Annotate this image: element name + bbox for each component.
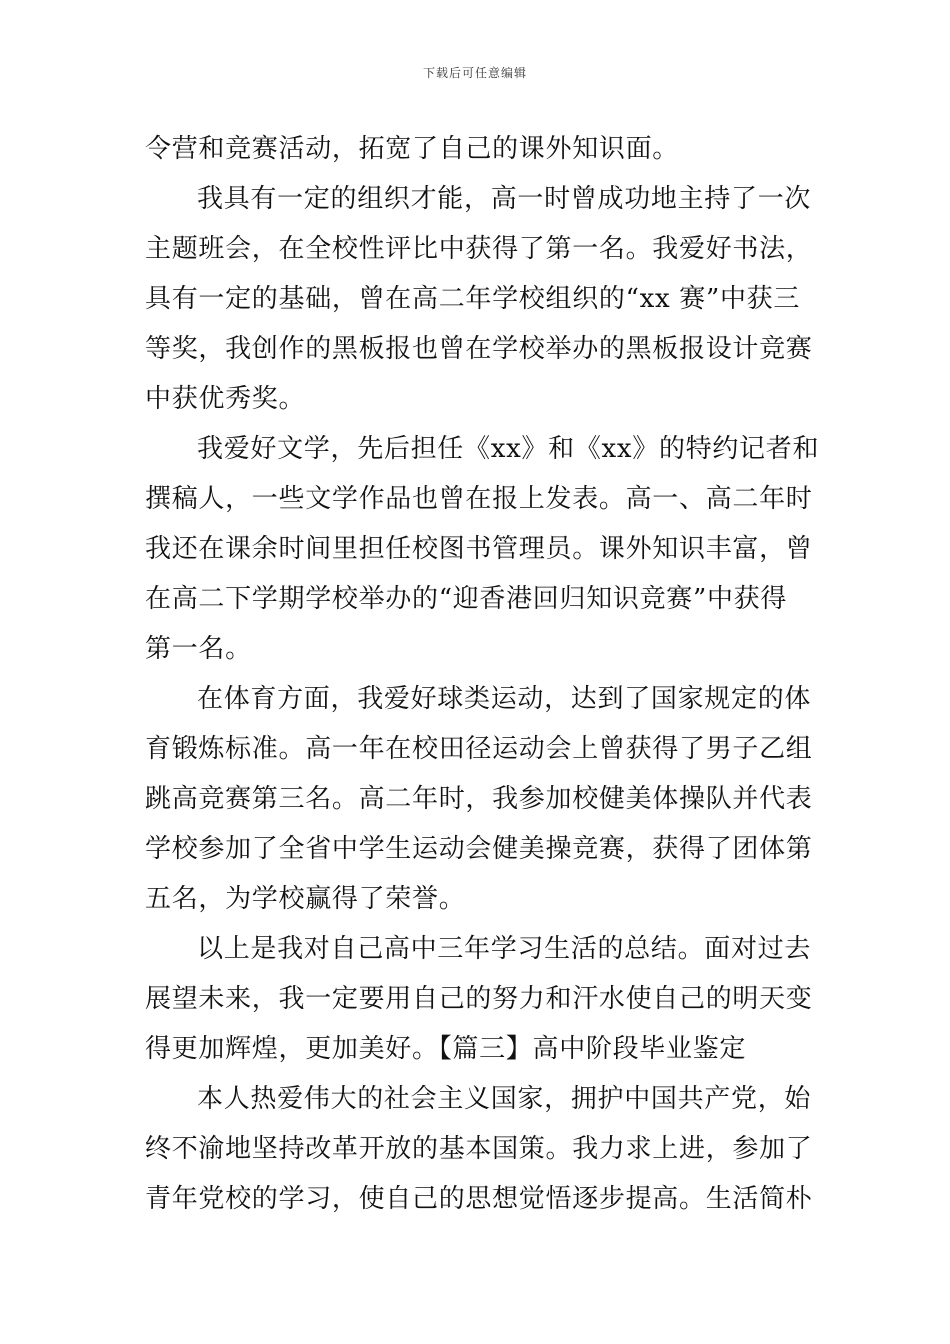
text-line: 等奖，我创作的黑板报也曾在学校举办的黑板报设计竞赛	[145, 334, 813, 364]
document-body	[145, 124, 820, 1224]
page-header-note: 下载后可任意编辑	[422, 66, 527, 80]
text-line: 我爱好文学，先后担任《xx》和《xx》的特约记者和	[197, 434, 820, 464]
text-line: 育锻炼标准。高一年在校田径运动会上曾获得了男子乙组	[145, 734, 813, 764]
text-line: 终不渝地坚持改革开放的基本国策。我力求上进，参加了	[145, 1134, 813, 1164]
text-line: 撰稿人，一些文学作品也曾在报上发表。高一、高二年时	[145, 484, 813, 514]
text-line: 第一名。	[145, 634, 252, 664]
text-line: 我具有一定的组织才能，高一时曾成功地主持了一次	[197, 184, 812, 214]
text-line: 青年党校的学习，使自己的思想觉悟逐步提高。生活简朴	[145, 1184, 813, 1214]
text-line: 在体育方面，我爱好球类运动，达到了国家规定的体	[197, 684, 812, 714]
text-line: 在高二下学期学校举办的“迎香港回归知识竞赛”中获得	[145, 584, 788, 614]
text-line: 令营和竞赛活动，拓宽了自己的课外知识面。	[145, 134, 680, 164]
text-line: 得更加辉煌，更加美好。【篇三】高中阶段毕业鉴定	[145, 1034, 747, 1064]
text-line: 学校参加了全省中学生运动会健美操竞赛，获得了团体第	[145, 834, 813, 864]
text-line: 具有一定的基础，曾在高二年学校组织的“xx 赛”中获三	[145, 284, 801, 314]
text-line: 展望未来，我一定要用自己的努力和汗水使自己的明天变	[145, 984, 813, 1014]
text-line: 五名，为学校赢得了荣誉。	[145, 884, 466, 914]
text-line: 中获优秀奖。	[145, 384, 306, 414]
text-line: 我还在课余时间里担任校图书管理员。课外知识丰富，曾	[145, 534, 813, 564]
text-line: 本人热爱伟大的社会主义国家，拥护中国共产党，始	[197, 1084, 812, 1114]
text-line: 以上是我对自己高中三年学习生活的总结。面对过去	[197, 934, 812, 964]
text-line: 跳高竞赛第三名。高二年时，我参加校健美体操队并代表	[145, 784, 813, 814]
text-line: 主题班会，在全校性评比中获得了第一名。我爱好书法，	[145, 234, 813, 264]
